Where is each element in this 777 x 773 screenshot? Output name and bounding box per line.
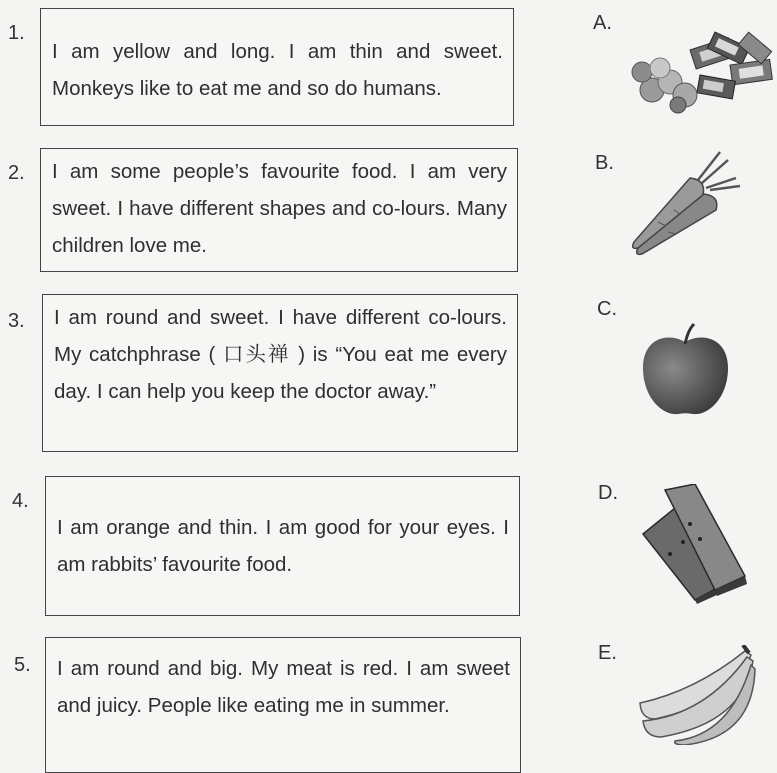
option-e-letter: E.: [598, 642, 617, 664]
option-a-letter: A.: [593, 12, 612, 34]
item-1-number: 1.: [8, 22, 25, 44]
carrot-icon: [628, 150, 743, 265]
item-4-box: [45, 476, 520, 616]
item-5-number: 5.: [14, 654, 31, 676]
item-2-text: I am some people’s favourite food. I am very sweet. I have different shapes and co-lours. Many children love me.: [52, 160, 507, 257]
candy-icon: [630, 20, 775, 120]
apple-icon: [638, 320, 733, 425]
option-d-letter: D.: [598, 482, 618, 504]
banana-icon: [635, 645, 760, 750]
item-5-box: [45, 637, 521, 773]
item-3-text: I am round and sweet. I have different co-lours. My catchphrase ( 口头禅 ) is “You eat me every day. I can help you keep the doctor away.”: [54, 306, 507, 403]
item-4-number: 4.: [12, 490, 29, 512]
item-1-text: I am yellow and long. I am thin and sweet. Monkeys like to eat me and so do humans.: [52, 40, 503, 100]
item-3-number: 3.: [8, 310, 25, 332]
option-c-letter: C.: [597, 298, 617, 320]
option-b-letter: B.: [595, 152, 614, 174]
item-5-text: I am round and big. My meat is red. I am sweet and juicy. People like eating me in summer.: [57, 657, 510, 717]
item-2-number: 2.: [8, 162, 25, 184]
item-4-text: I am orange and thin. I am good for your eyes. I am rabbits’ favourite food.: [57, 516, 509, 576]
item-1-box: [40, 8, 514, 126]
item-2-box: [40, 148, 518, 272]
watermelon-icon: [635, 484, 755, 609]
item-3-box: [42, 294, 518, 452]
